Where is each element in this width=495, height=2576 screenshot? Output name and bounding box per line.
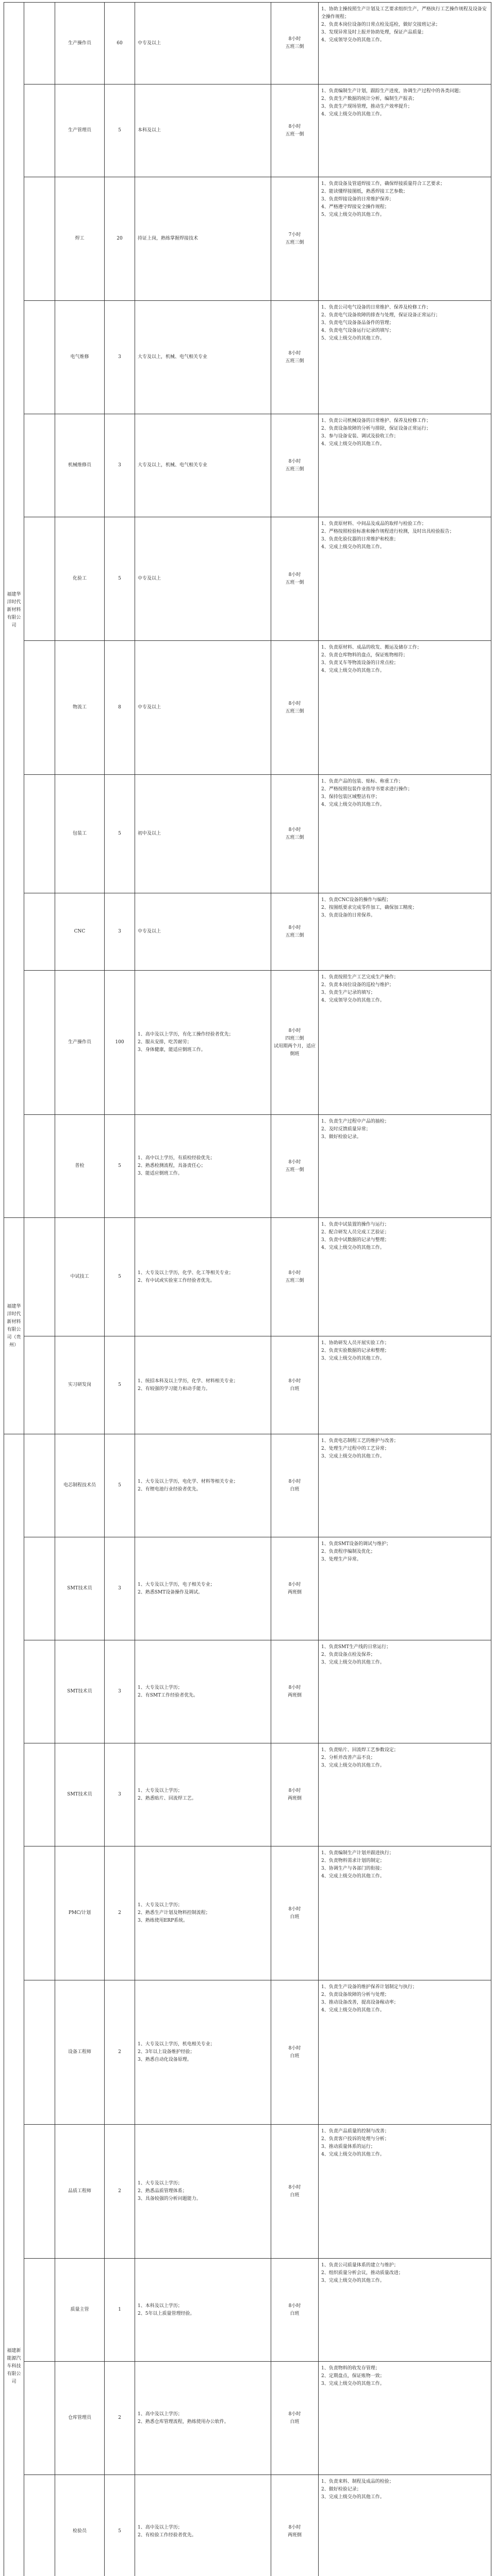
requirement-text: 中专及以上 — [138, 705, 161, 710]
post-cell: SMT技术员 — [55, 1537, 105, 1640]
duty-cell — [319, 2, 491, 84]
job-table — [4, 2, 491, 2576]
blank-cell — [24, 2, 55, 84]
count-cell: 3 — [105, 1743, 135, 1846]
requirement-text: 中专及以上 — [138, 576, 161, 581]
duty-line: 1、负责产品的包装、贴标、称重工作； — [321, 779, 403, 784]
post-cell: CNC — [55, 893, 105, 971]
blank-cell — [24, 1115, 55, 1218]
post-cell: 质量主管 — [55, 2259, 105, 2362]
shift-cell — [271, 1640, 319, 1743]
duty-line: 3、发现异常及时上报并协助处理，保证产品质量； — [321, 30, 426, 35]
duty-line: 1、负责来料、制程及成品的检验； — [321, 2479, 394, 2484]
duty-line: 4、完成上级交办的其他工作。 — [321, 2152, 385, 2157]
requirement-cell — [135, 2259, 271, 2362]
duty-cell — [319, 893, 491, 971]
requirement-text: 1、大专及以上学历； 2、熟悉品质管理体系； 3、具备较强的分析问题能力。 — [138, 2181, 201, 2201]
requirement-cell — [135, 2125, 271, 2259]
requirement-cell — [135, 301, 271, 414]
duty-line: 3、负责生产现场管理，推动生产效率提升； — [321, 104, 412, 109]
shift-cell — [271, 84, 319, 177]
requirement-text: 1、大专及以上学历，化学、化工等相关专业； 2、有中试或实验室工作经验者优先。 — [138, 1270, 234, 1283]
duty-cell — [319, 2475, 491, 2576]
duty-line: 4、完成领导交办的其他工作。 — [321, 998, 385, 1003]
duty-line: 1、负责中试装置的操作与运行； — [321, 1222, 389, 1227]
duty-cell — [319, 2259, 491, 2362]
blank-cell — [24, 1537, 55, 1640]
shift-cell — [271, 1846, 319, 1980]
duty-line: 4、完成领导交办的其他工作。 — [321, 38, 385, 43]
shift-text: 8小时 白班 — [288, 2411, 301, 2425]
duty-line: 3、完成上级交办的其他工作。 — [321, 1660, 385, 1665]
duty-line: 2、配合研发人员完成工艺验证； — [321, 1230, 389, 1235]
blank-cell — [24, 301, 55, 414]
duty-line: 3、负责生产记录的填写； — [321, 990, 375, 995]
duty-line: 2、严格按照包装作业指导书要求进行操作； — [321, 787, 412, 792]
blank-cell — [24, 84, 55, 177]
post-cell: 生产管理员 — [55, 84, 105, 177]
duty-cell — [319, 177, 491, 301]
duty-line: 3、负责电气设备备品备件的管理； — [321, 320, 394, 326]
duty-line: 1、负责SMT设备的调试与维护； — [321, 1541, 391, 1547]
duty-line: 2、按图纸要求完成零件加工，确保加工精度； — [321, 905, 417, 910]
count-cell: 5 — [105, 1434, 135, 1537]
shift-text: 8小时 两班倒 — [287, 2524, 302, 2538]
duty-cell — [319, 775, 491, 893]
blank-cell — [24, 2259, 55, 2362]
shift-text: 8小时 五班三倒 — [285, 1270, 304, 1283]
company-name: 福建新能源汽车科技有限公司 — [7, 2348, 21, 2384]
duty-line: 1、负责公司机械设备的日常维护、保养及检修工作； — [321, 418, 431, 423]
post-cell: 电芯制程技术员 — [55, 1434, 105, 1537]
post-cell: 生产操作员 — [55, 2, 105, 84]
duty-line: 2、能读懂焊接图纸，熟悉焊接工艺参数； — [321, 189, 408, 194]
shift-text: 8小时 五班三倒 — [285, 459, 304, 472]
requirement-text: 1、高中及以上学历； 2、熟悉仓库管理流程，熟练使用办公软件。 — [138, 2411, 229, 2425]
count-cell: 5 — [105, 775, 135, 893]
duty-line: 4、严格遵守焊接安全操作规程； — [321, 205, 389, 210]
duty-cell — [319, 1115, 491, 1218]
post-cell: 焊工 — [55, 177, 105, 301]
duty-line: 4、负责电气设备运行记录的填写； — [321, 328, 394, 333]
duty-line: 2、负责客户投诉的处理与分析； — [321, 2137, 389, 2142]
duty-line: 3、完成上级交办的其他工作。 — [321, 1356, 385, 1361]
blank-cell — [24, 177, 55, 301]
duty-line: 4、完成上级交办的其他工作。 — [321, 668, 385, 673]
requirement-text: 1、大专及以上学历； 2、熟悉生产计划及物料控制流程； 3、熟练使用ERP系统。 — [138, 1903, 210, 1923]
duty-cell — [319, 2362, 491, 2475]
duty-line: 4、完成上级交办的其他工作。 — [321, 545, 385, 550]
shift-text: 8小时 白班 — [288, 2184, 301, 2198]
duty-line: 2、及时反馈质量异常； — [321, 1127, 371, 1132]
shift-text: 8小时 两班倒 — [287, 1582, 302, 1595]
duty-line: 4、完成上级交办的其他工作。 — [321, 112, 385, 117]
duty-line: 3、负责中试数据的记录与整理； — [321, 1238, 389, 1243]
shift-cell — [271, 775, 319, 893]
duty-line: 2、负责实验数据的记录和整理； — [321, 1348, 389, 1353]
requirement-cell — [135, 1115, 271, 1218]
duty-line: 2、负责设备点检及保养； — [321, 1652, 375, 1657]
duty-line: 1、负责产品质量的控制与改善； — [321, 2129, 389, 2134]
shift-text: 8小时 五班三倒 — [285, 701, 304, 714]
shift-cell — [271, 2, 319, 84]
post-cell: SMT技术员 — [55, 1640, 105, 1743]
requirement-text: 中专及以上 — [138, 929, 161, 934]
requirement-text: 1、本科及以上学历； 2、5年以上质量管理经验。 — [138, 2303, 195, 2316]
duty-line: 2、定期盘点，保证账物一致； — [321, 2374, 385, 2379]
post-cell: PMC/计划 — [55, 1846, 105, 1980]
duty-line: 2、负责物料需求计划的制定； — [321, 1858, 385, 1863]
duty-cell — [319, 414, 491, 517]
company-cell — [4, 1218, 24, 1434]
duty-cell — [319, 1218, 491, 1336]
duty-line: 1、负责SMT生产线的日常运行； — [321, 1645, 391, 1650]
requirement-cell — [135, 517, 271, 641]
requirement-cell — [135, 2, 271, 84]
requirement-cell — [135, 893, 271, 971]
duty-cell — [319, 301, 491, 414]
requirement-cell — [135, 1743, 271, 1846]
count-cell: 60 — [105, 2, 135, 84]
requirement-text: 初中及以上 — [138, 831, 161, 836]
count-cell: 3 — [105, 1640, 135, 1743]
count-cell: 3 — [105, 1537, 135, 1640]
shift-cell — [271, 1743, 319, 1846]
requirement-text: 本科及以上 — [138, 128, 161, 133]
duty-line: 3、完成上级交办的其他工作。 — [321, 2381, 385, 2386]
duty-line: 2、负责仓库物料的盘点，保证账物相符； — [321, 653, 408, 658]
requirement-text: 大专及以上，机械、电气相关专业 — [138, 463, 208, 468]
blank-cell — [24, 1434, 55, 1537]
shift-cell — [271, 641, 319, 775]
shift-text: 8小时 五班三倒 — [285, 350, 304, 364]
requirement-cell — [135, 1640, 271, 1743]
shift-cell — [271, 177, 319, 301]
shift-cell — [271, 517, 319, 641]
duty-line: 3、保持包装区域整洁有序； — [321, 794, 380, 800]
shift-cell — [271, 414, 319, 517]
duty-cell — [319, 1537, 491, 1640]
post-cell: 检验员 — [55, 2475, 105, 2576]
requirement-cell — [135, 1980, 271, 2125]
duty-line: 5、完成上级交办的其他工作。 — [321, 212, 385, 217]
requirement-cell — [135, 775, 271, 893]
duty-line: 2、负责本岗位设备的日常点检及巡检，做好交接班记录； — [321, 22, 440, 27]
company-cell — [4, 1434, 24, 2576]
duty-line: 1、负责公司质量体系的建立与维护； — [321, 2263, 399, 2268]
shift-cell — [271, 2475, 319, 2576]
post-cell: 设备工程师 — [55, 1980, 105, 2125]
requirement-text: 1、高中以上学历，有质检经验优先； 2、熟悉检测流程，具备责任心； 3、能适应倒班工作。 — [138, 1156, 215, 1176]
shift-cell — [271, 1434, 319, 1537]
duty-cell — [319, 1434, 491, 1537]
shift-text: 8小时 白班 — [288, 2045, 301, 2059]
blank-cell — [24, 517, 55, 641]
duty-line: 3、协调生产与各部门的衔接； — [321, 1866, 385, 1871]
duty-line: 5、完成上级交办的其他工作。 — [321, 336, 385, 341]
post-cell: SMT技术员 — [55, 1743, 105, 1846]
count-cell: 3 — [105, 414, 135, 517]
shift-cell — [271, 1980, 319, 2125]
requirement-cell — [135, 177, 271, 301]
duty-line: 3、负责叉车等物流设备的日常点检； — [321, 660, 399, 666]
shift-text: 8小时 白班 — [288, 1906, 301, 1920]
duty-line: 1、协助研发人员开展实验工作； — [321, 1341, 389, 1346]
duty-line: 2、负责电气设备故障的排查与处理，保证设备正常运行； — [321, 313, 440, 318]
shift-cell — [271, 2259, 319, 2362]
post-cell: 中试技工 — [55, 1218, 105, 1336]
duty-line: 2、处理生产过程中的工艺异常； — [321, 1446, 389, 1451]
duty-cell — [319, 517, 491, 641]
requirement-text: 持证上岗，熟练掌握焊接技术 — [138, 236, 199, 241]
requirement-text: 1、大专及以上学历，机电相关专业； 2、3年以上设备维护经验； 3、熟悉自动化设备原理。 — [138, 2042, 215, 2062]
duty-line: 1、负责原材料、中间品及成品的取样与检验工作； — [321, 521, 426, 527]
blank-cell — [24, 414, 55, 517]
blank-cell — [24, 1743, 55, 1846]
blank-cell — [24, 2362, 55, 2475]
requirement-cell — [135, 1846, 271, 1980]
requirement-cell — [135, 84, 271, 177]
duty-line: 3、做好检验记录。 — [321, 1134, 361, 1140]
duty-line: 4、完成上级交办的其他工作。 — [321, 802, 385, 807]
count-cell: 2 — [105, 1846, 135, 1980]
duty-cell — [319, 1640, 491, 1743]
duty-line: 2、严格按照检验标准和操作规程进行检测，及时出具检验报告； — [321, 529, 454, 534]
shift-text: 8小时 五班三倒 — [285, 37, 304, 49]
duty-cell — [319, 1980, 491, 2125]
duty-line: 3、完成上级交办的其他工作。 — [321, 1763, 385, 1768]
duty-line: 1、负责按照生产工艺完成生产操作； — [321, 975, 399, 980]
duty-line: 2、负责生产数据的统计分析，编制生产报表； — [321, 96, 417, 101]
post-cell: 品质工程师 — [55, 2125, 105, 2259]
post-cell: 化验工 — [55, 517, 105, 641]
duty-line: 4、完成上级交办的其他工作。 — [321, 1874, 385, 1879]
duty-line: 2、负责设备故障的分析与排除，保证设备正常运行； — [321, 426, 431, 431]
count-cell: 8 — [105, 641, 135, 775]
duty-cell — [319, 641, 491, 775]
shift-text: 8小时 五班一倒 — [285, 572, 304, 585]
blank-cell — [24, 2125, 55, 2259]
shift-cell — [271, 1218, 319, 1336]
duty-line: 3、推动设备改善，提高设备稼动率； — [321, 2000, 399, 2005]
duty-cell — [319, 84, 491, 177]
duty-line: 2、负责程序编制及优化； — [321, 1549, 375, 1554]
requirement-text: 1、高中及以上学历； 2、有检验工作经验者优先。 — [138, 2524, 196, 2538]
shift-cell — [271, 1115, 319, 1218]
duty-line: 1、协助主操按照生产计划及工艺要求组织生产，严格执行工艺操作规程及设备安全操作规程； — [321, 7, 487, 20]
post-cell: 普检 — [55, 1115, 105, 1218]
duty-line: 3、推动质量体系的运行； — [321, 2144, 375, 2149]
shift-text: 8小时 白班 — [288, 1479, 301, 1492]
duty-line: 1、负责物料的收发存管理； — [321, 2366, 380, 2371]
count-cell: 2 — [105, 1980, 135, 2125]
post-cell: 物流工 — [55, 641, 105, 775]
blank-cell — [24, 1980, 55, 2125]
requirement-text: 1、大专及以上学历，电子相关专业； 2、熟悉SMT设备操作及调试。 — [138, 1582, 215, 1595]
requirement-cell — [135, 1336, 271, 1434]
duty-line: 3、完成上级交办的其他工作。 — [321, 2278, 385, 2283]
post-cell: 仓库管理员 — [55, 2362, 105, 2475]
company-name: 福建华洋时代新材料有限公司 — [7, 591, 21, 628]
requirement-cell — [135, 1218, 271, 1336]
duty-line: 2、分析并改善产品不良； — [321, 1755, 375, 1760]
duty-line: 1、负责公司电气设备的日常维护、保养及检修工作； — [321, 305, 431, 310]
duty-line: 4、完成上级交办的其他工作。 — [321, 442, 385, 447]
requirement-cell — [135, 414, 271, 517]
requirement-text: 1、统招本科及以上学历，化学、材料相关专业； 2、有较强的学习能力和动手能力。 — [138, 1378, 238, 1392]
duty-line: 1、负责生产过程中产品的抽检； — [321, 1119, 389, 1124]
company-name: 福建华洋时代新材料有限公司（贵州） — [7, 1303, 21, 1348]
blank-cell — [24, 893, 55, 971]
shift-cell — [271, 301, 319, 414]
shift-text: 8小时 四班三倒 试用期两个月，适应倒班 — [274, 1028, 316, 1057]
blank-cell — [24, 1640, 55, 1743]
duty-line: 1、负责CNC设备的操作与编程； — [321, 897, 391, 903]
duty-line: 1、负责原材料、成品的收发、搬运及储存工作； — [321, 645, 422, 650]
duty-line: 3、负责化验仪器的日常维护和校准； — [321, 537, 399, 542]
blank-cell — [24, 1218, 55, 1336]
duty-line: 2、做好检验记录； — [321, 2487, 361, 2492]
duty-cell — [319, 1743, 491, 1846]
duty-line: 2、组织质量分析会议，推动质量改进； — [321, 2270, 403, 2276]
shift-text: 8小时 五班三倒 — [285, 827, 304, 840]
duty-line: 3、完成上级交办的其他工作。 — [321, 2495, 385, 2500]
shift-text: 7小时 五班三倒 — [285, 232, 304, 245]
count-cell: 5 — [105, 1218, 135, 1336]
duty-cell — [319, 2125, 491, 2259]
duty-line: 1、负责电芯制程工艺的维护与改善； — [321, 1438, 399, 1444]
count-cell: 1 — [105, 2259, 135, 2362]
requirement-text: 1、大专及以上学历，电化学、材料等相关专业； 2、有锂电池行业经验者优先。 — [138, 1479, 238, 1492]
count-cell: 5 — [105, 517, 135, 641]
requirement-cell — [135, 2362, 271, 2475]
shift-cell — [271, 2362, 319, 2475]
duty-line: 2、负责本岗位设备的巡检与维护； — [321, 982, 394, 988]
duty-line: 4、完成上级交办的其他工作。 — [321, 2008, 385, 2013]
shift-text: 8小时 白班 — [288, 1378, 301, 1392]
requirement-text: 1、大专及以上学历； 2、熟悉贴片、回流焊工艺。 — [138, 1788, 196, 1801]
duty-line: 2、负责设备故障的分析与处理； — [321, 1992, 389, 1997]
count-cell: 3 — [105, 301, 135, 414]
requirement-text: 1、大专及以上学历； 2、有SMT工作经验者优先。 — [138, 1685, 199, 1698]
shift-text: 8小时 五班一倒 — [285, 124, 304, 137]
count-cell: 2 — [105, 2125, 135, 2259]
post-cell: 机械维修员 — [55, 414, 105, 517]
requirement-text: 1、高中及以上学历，有化工操作经验者优先； 2、服从安排，吃苦耐劳； 3、身体健康，能适应倒班工作。 — [138, 1032, 234, 1053]
count-cell: 2 — [105, 2362, 135, 2475]
blank-cell — [24, 971, 55, 1115]
duty-line: 3、参与设备安装、调试及验收工作； — [321, 434, 399, 439]
duty-line: 3、处理生产异常。 — [321, 1557, 361, 1562]
duty-line: 1、负责设备及管道焊接工作，确保焊接质量符合工艺要求； — [321, 181, 445, 187]
shift-cell — [271, 1336, 319, 1434]
duty-line: 1、负责编制生产计划，跟踪生产进度，协调生产过程中的各类问题； — [321, 89, 464, 94]
shift-cell — [271, 2125, 319, 2259]
duty-line: 4、完成上级交办的其他工作。 — [321, 1245, 385, 1250]
duty-cell — [319, 971, 491, 1115]
shift-text: 8小时 五班一倒 — [285, 1159, 304, 1173]
blank-cell — [24, 775, 55, 893]
blank-cell — [24, 1846, 55, 1980]
duty-line: 1、负责贴片、回流焊工艺参数设定； — [321, 1748, 399, 1753]
count-cell: 5 — [105, 2475, 135, 2576]
shift-text: 8小时 五班三倒 — [285, 925, 304, 938]
duty-cell — [319, 1336, 491, 1434]
shift-text: 8小时 白班 — [288, 2303, 301, 2316]
shift-cell — [271, 971, 319, 1115]
duty-line: 1、负责编制生产计划并跟进执行； — [321, 1851, 394, 1856]
requirement-cell — [135, 641, 271, 775]
count-cell: 5 — [105, 1336, 135, 1434]
shift-cell — [271, 893, 319, 971]
blank-cell — [24, 641, 55, 775]
count-cell: 3 — [105, 893, 135, 971]
shift-cell — [271, 1537, 319, 1640]
duty-line: 3、负责焊接设备的日常维护保养； — [321, 197, 394, 202]
post-cell: 生产操作员 — [55, 971, 105, 1115]
duty-cell — [319, 1846, 491, 1980]
count-cell: 100 — [105, 971, 135, 1115]
count-cell: 20 — [105, 177, 135, 301]
requirement-cell — [135, 1434, 271, 1537]
requirement-cell — [135, 971, 271, 1115]
blank-cell — [24, 2475, 55, 2576]
requirement-cell — [135, 1537, 271, 1640]
blank-cell — [24, 1336, 55, 1434]
duty-line: 1、负责生产设备的维护保养计划制定与执行； — [321, 1985, 417, 1990]
shift-text: 8小时 两班倒 — [287, 1788, 302, 1801]
company-cell — [4, 2, 24, 1218]
count-cell: 5 — [105, 84, 135, 177]
post-cell: 实习研发岗 — [55, 1336, 105, 1434]
duty-line: 3、完成上级交办的其他工作。 — [321, 1454, 385, 1459]
requirement-text: 大专及以上，机械、电气相关专业 — [138, 354, 208, 360]
shift-text: 8小时 两班倒 — [287, 1685, 302, 1698]
post-cell: 包装工 — [55, 775, 105, 893]
post-cell: 电气维修 — [55, 301, 105, 414]
requirement-text: 中专及以上 — [138, 40, 161, 46]
duty-line: 3、负责设备的日常保养。 — [321, 913, 375, 918]
count-cell: 5 — [105, 1115, 135, 1218]
requirement-cell — [135, 2475, 271, 2576]
